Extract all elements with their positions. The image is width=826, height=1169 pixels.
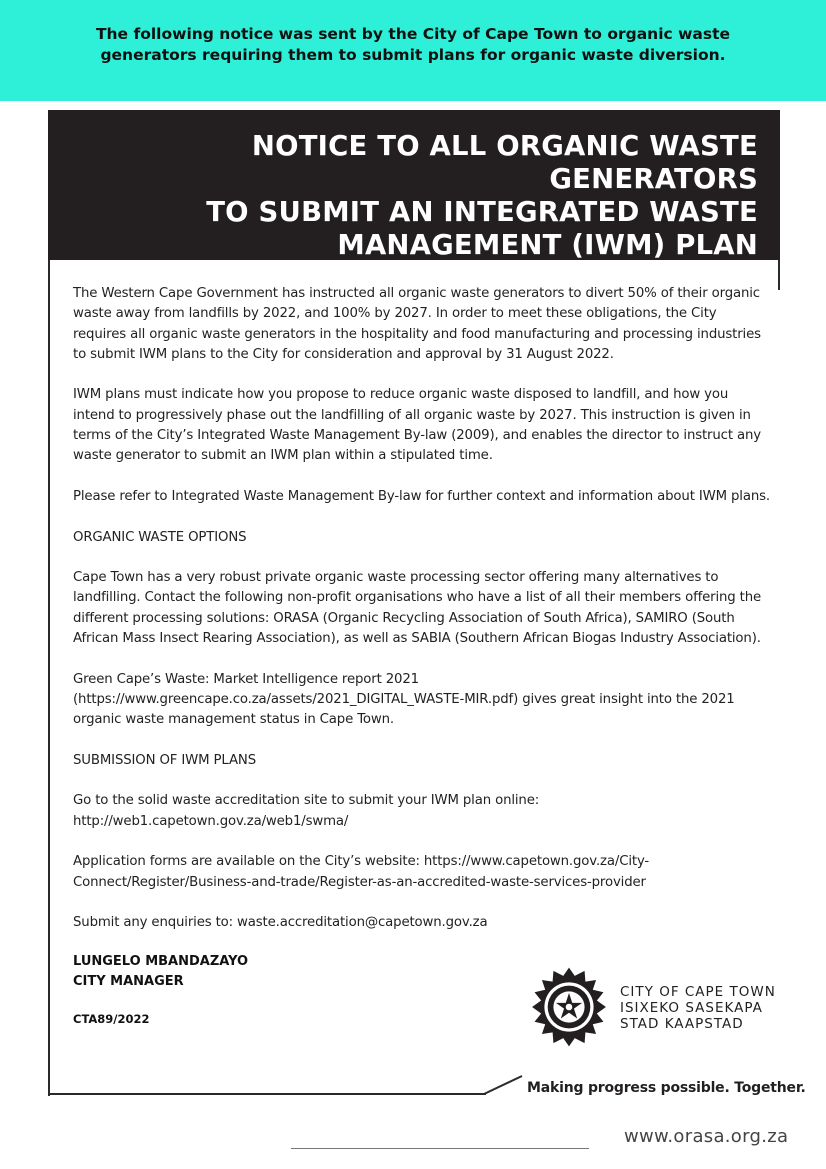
footer-website-link[interactable]: www.orasa.org.za xyxy=(624,1126,789,1147)
intro-banner xyxy=(0,0,826,101)
city-name-xhosa: ISIXEKO SASEKAPA xyxy=(620,1000,763,1016)
city-name-afrikaans: STAD KAAPSTAD xyxy=(620,1016,744,1032)
notice-title xyxy=(78,130,758,262)
city-of-cape-town-emblem-icon xyxy=(528,966,610,1048)
paragraph-accreditation-site: Go to the solid waste accreditation site to submit your IWM plan online: http://web1.capetown.gov.za/web1/swma/ xyxy=(73,793,540,829)
notice-title-line-3: MANAGEMENT (IWM) PLAN xyxy=(337,229,758,261)
paragraph-iwm-requirements: IWM plans must indicate how you propose to reduce organic waste disposed to landfill, and how you intend to progressively phase out the landfilling of all organic waste by 2027. This instruction is given in terms of the City’s Integrated Waste Management By-law (2009), and enables the director to instruct any waste generator to submit an IWM plan within a stipulated time. xyxy=(73,387,761,464)
section-heading-organic-waste-options: ORGANIC WASTE OPTIONS xyxy=(73,529,247,545)
frame-right-edge xyxy=(778,260,780,290)
notice-title-line-2: TO SUBMIT AN INTEGRATED WASTE xyxy=(206,196,758,228)
notice-reference: CTA89/2022 xyxy=(73,1012,150,1026)
paragraph-processing-sector: Cape Town has a very robust private organic waste processing sector offering many alternatives to landfilling. Contact the following non-profit organisations who have a list of all their members offering the different processing solutions: ORASA (Organic Recycling Association of South Africa), SAMIRO (South African Mass Insect Rearing Association), as well as SABIA (Southern African Biogas Industry Association). xyxy=(73,570,762,647)
notice-body xyxy=(73,284,773,954)
city-logo-text xyxy=(620,984,776,1032)
signatory-block xyxy=(73,952,248,992)
paragraph-directive: The Western Cape Government has instructed all organic waste generators to divert 50% of their organic waste away from landfills by 2022, and 100% by 2027. In order to meet these obligations, the City requires all organic waste generators in the hospitality and food manufacturing and processing industries to submit IWM plans to the City for consideration and approval by 31 August 2022. xyxy=(73,286,761,362)
paragraph-bylaw-reference: Please refer to Integrated Waste Management By-law for further context and information about IWM plans. xyxy=(73,488,770,504)
notice-header xyxy=(48,110,780,260)
intro-banner-text: The following notice was sent by the City of Cape Town to organic waste generators requiring them to submit plans for organic waste diversion. xyxy=(95,25,731,64)
footer-rule xyxy=(291,1148,589,1149)
paragraph-application-forms: Application forms are available on the City’s website: https://www.capetown.gov.za/City-Connect/Register/Business-and-trade/Register-as-an-accredited-waste-services-provider xyxy=(73,854,650,890)
section-heading-submission: SUBMISSION OF IWM PLANS xyxy=(73,752,257,768)
city-tagline: Making progress possible. Together. xyxy=(527,1080,806,1096)
signatory-name: LUNGELO MBANDAZAYO xyxy=(73,954,249,969)
signatory-title: CITY MANAGER xyxy=(73,974,184,989)
frame-bottom-line xyxy=(48,1093,486,1095)
paragraph-enquiries: Submit any enquiries to: waste.accreditation@capetown.gov.za xyxy=(73,915,488,931)
notice-title-line-1: NOTICE TO ALL ORGANIC WASTE GENERATORS xyxy=(251,130,758,195)
paragraph-greencape-report: Green Cape’s Waste: Market Intelligence report 2021 (https://www.greencape.co.za/assets/2021_DIGITAL_WASTE-MIR.pdf) gives great insight into the 2021 organic waste management status in Cape Town. xyxy=(73,671,735,728)
city-name-english: CITY OF CAPE TOWN xyxy=(620,984,776,1000)
